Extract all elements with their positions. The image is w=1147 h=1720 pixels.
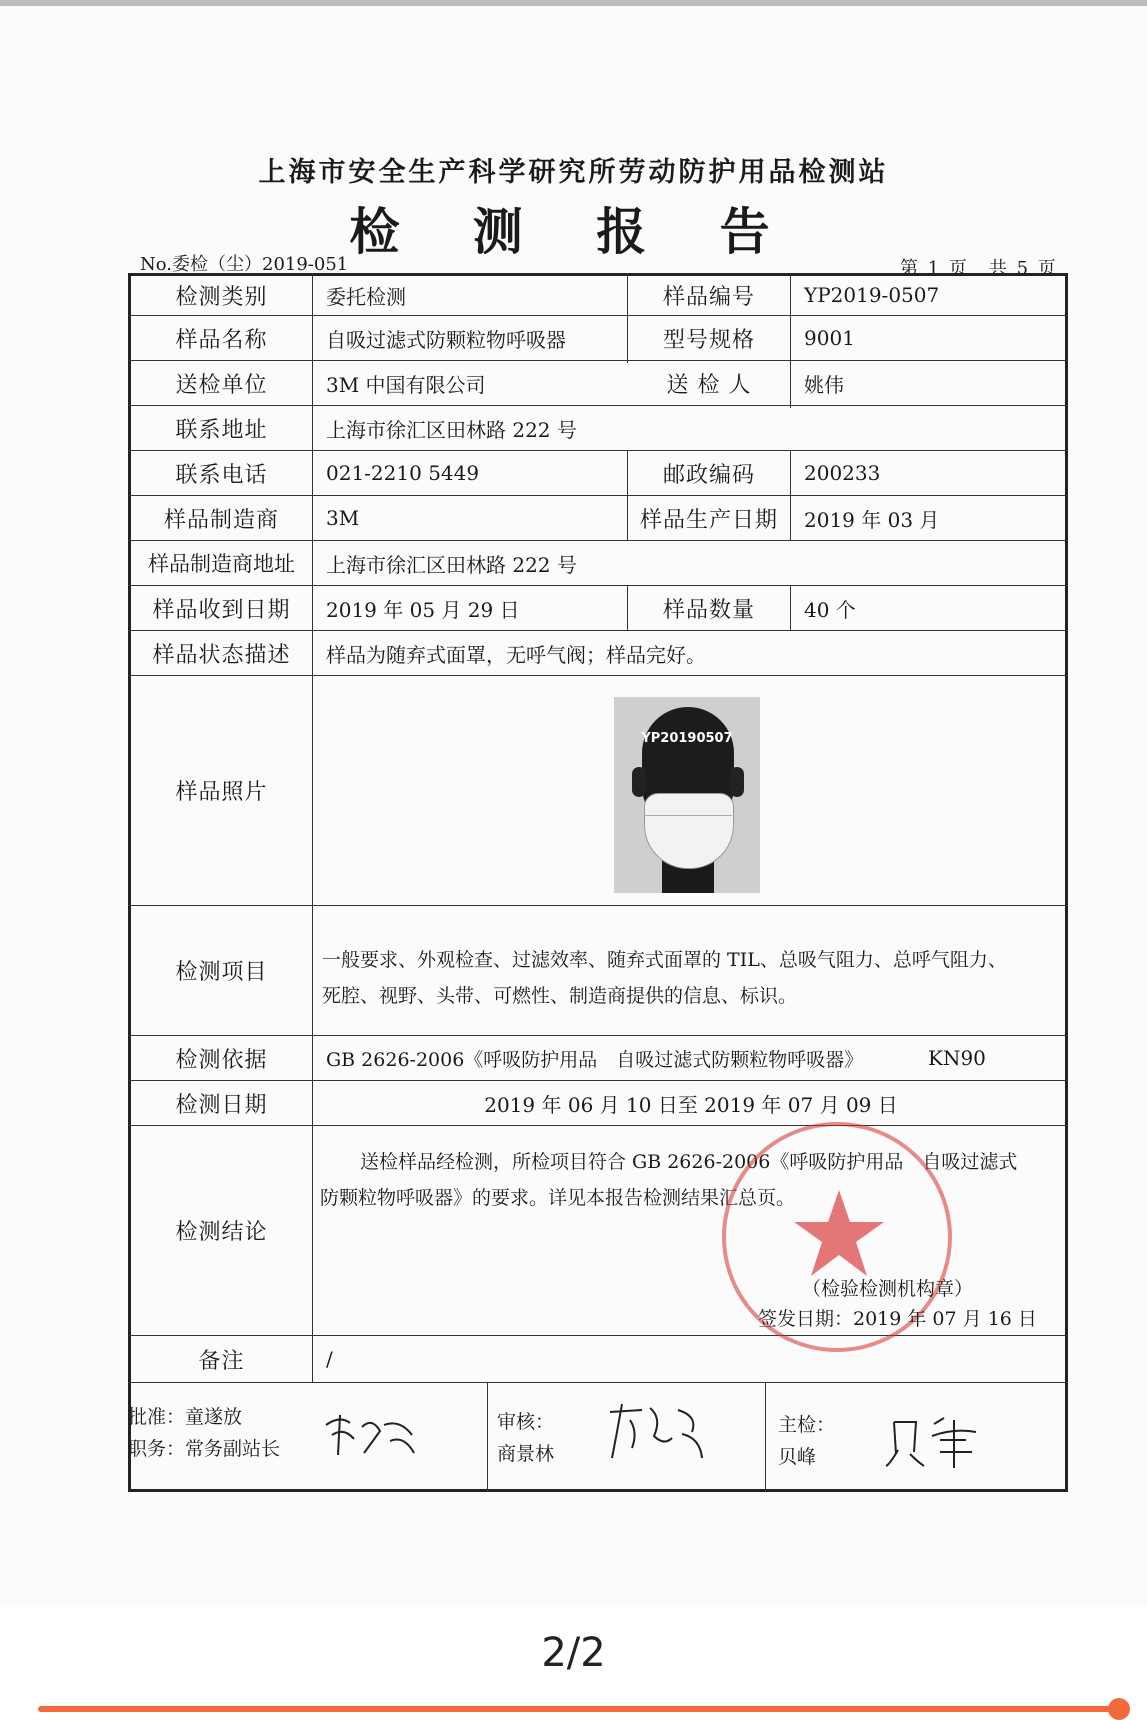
progress-handle[interactable] xyxy=(1108,1698,1130,1720)
inspector-label: 主检： xyxy=(778,1413,836,1436)
test-date-label: 检测日期 xyxy=(175,1092,268,1118)
conclusion-line-1: 送检样品经检测，所检项目符合 GB 2626-2006《呼吸防护用品 自吸过滤式 xyxy=(360,1151,1018,1173)
phone-value: 021-2210 5449 xyxy=(326,461,480,485)
page-info: 第 1 页 共 5 页 xyxy=(900,258,1058,279)
postcode-value: 200233 xyxy=(804,461,881,485)
quantity-label: 样品数量 xyxy=(662,597,755,623)
seal-note: （检验检测机构章） xyxy=(802,1277,974,1300)
reviewer-name: 商景林 xyxy=(497,1442,555,1465)
organization-name: 上海市安全生产科学研究所劳动防护用品检测站 xyxy=(258,157,889,188)
production-date-label: 样品生产日期 xyxy=(639,507,778,533)
submitter-label: 送 检 人 xyxy=(666,372,752,398)
submitter-value: 姚伟 xyxy=(804,372,844,397)
report-number: No.委检（尘）2019-051 xyxy=(140,254,349,275)
sample-no-value: YP2019-0507 xyxy=(804,283,940,307)
maker-value: 3M xyxy=(326,506,360,530)
received-date-value: 2019 年 05 月 29 日 xyxy=(326,597,520,622)
sample-name-label: 样品名称 xyxy=(175,327,268,353)
inspector-name: 贝峰 xyxy=(778,1445,817,1468)
maker-address-value: 上海市徐汇区田林路 222 号 xyxy=(326,552,577,577)
conclusion-line-2: 防颗粒物呼吸器》的要求。详见本报告检测结果汇总页。 xyxy=(320,1187,796,1209)
received-date-label: 样品收到日期 xyxy=(152,597,291,623)
state-value: 样品为随弃式面罩，无呼气阀；样品完好。 xyxy=(326,642,706,667)
client-label: 送检单位 xyxy=(175,372,268,398)
report-title: 检 测 报 告 xyxy=(349,202,798,261)
approver-label: 批准：童遂放 xyxy=(128,1405,243,1428)
sample-photo xyxy=(614,697,760,893)
items-line-2: 死腔、视野、头带、可燃性、制造商提供的信息、标识。 xyxy=(322,985,798,1007)
inspection-type-value: 委托检测 xyxy=(326,284,406,309)
reviewer-label: 审核： xyxy=(497,1410,555,1433)
remark-value: / xyxy=(326,1347,333,1371)
model-label: 型号规格 xyxy=(662,327,755,353)
items-label: 检测项目 xyxy=(175,960,268,985)
maker-label: 样品制造商 xyxy=(163,507,279,533)
photo-sample-tag: YP20190507 xyxy=(641,731,733,746)
photo-label: 样品照片 xyxy=(175,780,268,805)
address-value: 上海市徐汇区田林路 222 号 xyxy=(326,417,577,442)
model-value: 9001 xyxy=(804,326,855,350)
production-date-value: 2019 年 03 月 xyxy=(804,507,940,532)
inspector-signature xyxy=(884,1410,984,1470)
state-label: 样品状态描述 xyxy=(152,642,291,668)
remark-label: 备注 xyxy=(198,1348,245,1374)
approver-title: 职务：常务副站长 xyxy=(128,1437,281,1460)
basis-label: 检测依据 xyxy=(175,1047,268,1073)
page-indicator: 2/2 xyxy=(541,1630,606,1676)
sample-no-label: 样品编号 xyxy=(662,284,755,310)
postcode-label: 邮政编码 xyxy=(662,462,755,488)
conclusion-label: 检测结论 xyxy=(175,1220,268,1245)
page-progress-bar[interactable] xyxy=(38,1706,1118,1712)
items-line-1: 一般要求、外观检查、过滤效率、随弃式面罩的 TIL、总吸气阻力、总呼气阻力、 xyxy=(322,949,1007,971)
issue-date: 签发日期：2019 年 07 月 16 日 xyxy=(758,1307,1037,1330)
approver-signature xyxy=(320,1405,420,1465)
inspection-type-label: 检测类别 xyxy=(175,284,268,310)
client-value: 3M 中国有限公司 xyxy=(326,372,486,397)
sample-name-value: 自吸过滤式防颗粒物呼吸器 xyxy=(326,327,566,352)
reviewer-signature xyxy=(602,1398,712,1468)
phone-label: 联系电话 xyxy=(175,462,268,488)
test-date-value: 2019 年 06 月 10 日至 2019 年 07 月 09 日 xyxy=(484,1092,898,1117)
basis-value: GB 2626-2006《呼吸防护用品 自吸过滤式防颗粒物呼吸器》 xyxy=(326,1048,864,1071)
quantity-value: 40 个 xyxy=(804,597,856,622)
address-label: 联系地址 xyxy=(175,417,268,443)
maker-address-label: 样品制造商地址 xyxy=(148,552,295,576)
basis-grade: KN90 xyxy=(928,1046,986,1070)
